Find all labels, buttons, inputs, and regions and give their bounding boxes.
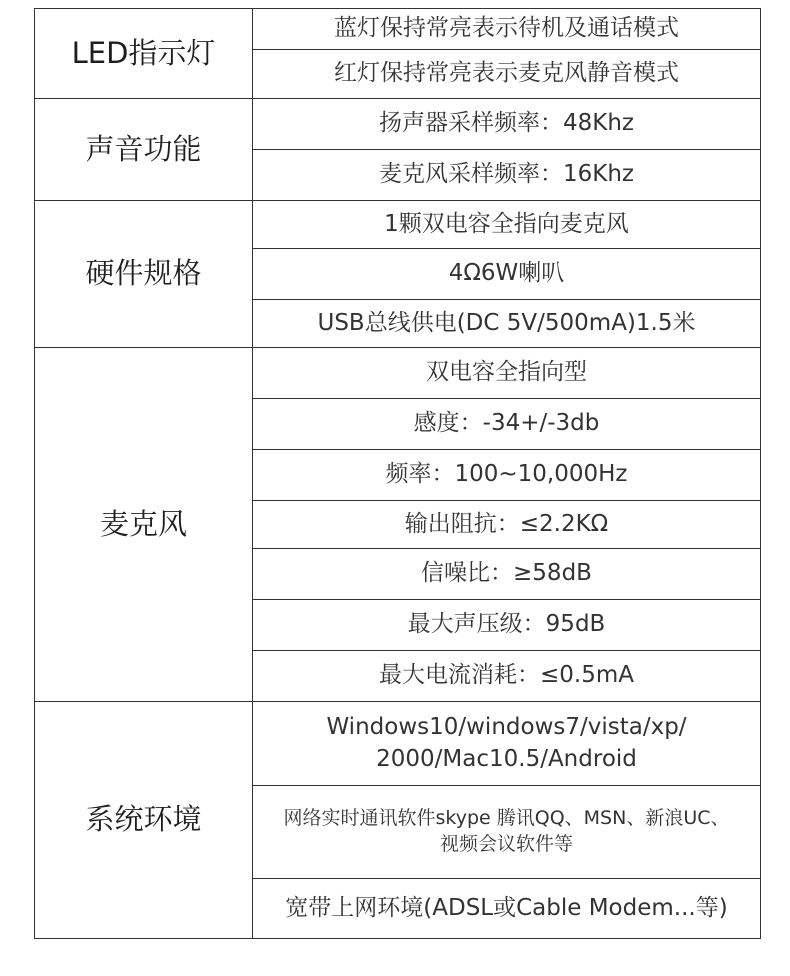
spec-value: 宽带上网环境(ADSL或Cable Modem...等) [253, 879, 761, 939]
spec-value [253, 702, 761, 786]
spec-value: 最大电流消耗：≤0.5mA [253, 651, 761, 702]
spec-value: 信噪比：≥58dB [253, 549, 761, 600]
spec-table [34, 8, 761, 939]
category-sound: 声音功能 [35, 99, 253, 201]
table-row [35, 9, 761, 50]
table-row [35, 348, 761, 399]
category-led: LED指示灯 [35, 9, 253, 99]
spec-value-line: 网络实时通讯软件skype 腾讯QQ、MSN、新浪UC、 [283, 807, 730, 830]
category-microphone: 麦克风 [35, 348, 253, 702]
spec-value-line: 视频会议软件等 [439, 833, 573, 855]
spec-value: USB总线供电(DC 5V/500mA)1.5米 [253, 300, 761, 348]
category-system: 系统环境 [35, 702, 253, 939]
spec-value-line: 2000/Mac10.5/Android [376, 745, 637, 772]
spec-value: 红灯保持常亮表示麦克风静音模式 [253, 50, 761, 99]
spec-value: 双电容全指向型 [253, 348, 761, 399]
spec-value: 麦克风采样频率：16Khz [253, 150, 761, 201]
spec-value: 感度：-34+/-3db [253, 399, 761, 450]
spec-value: 1颗双电容全指向麦克风 [253, 201, 761, 249]
spec-value-line: Windows10/windows7/vista/xp/ [326, 714, 687, 741]
spec-value: 蓝灯保持常亮表示待机及通话模式 [253, 9, 761, 50]
table-row [35, 702, 761, 786]
table-row [35, 201, 761, 249]
spec-value: 扬声器采样频率：48Khz [253, 99, 761, 150]
spec-value [253, 786, 761, 879]
spec-value: 频率：100~10,000Hz [253, 450, 761, 501]
table-row [35, 99, 761, 150]
spec-value: 4Ω6W喇叭 [253, 249, 761, 300]
category-hardware: 硬件规格 [35, 201, 253, 348]
spec-value: 输出阻抗：≤2.2KΩ [253, 501, 761, 549]
spec-value: 最大声压级：95dB [253, 600, 761, 651]
